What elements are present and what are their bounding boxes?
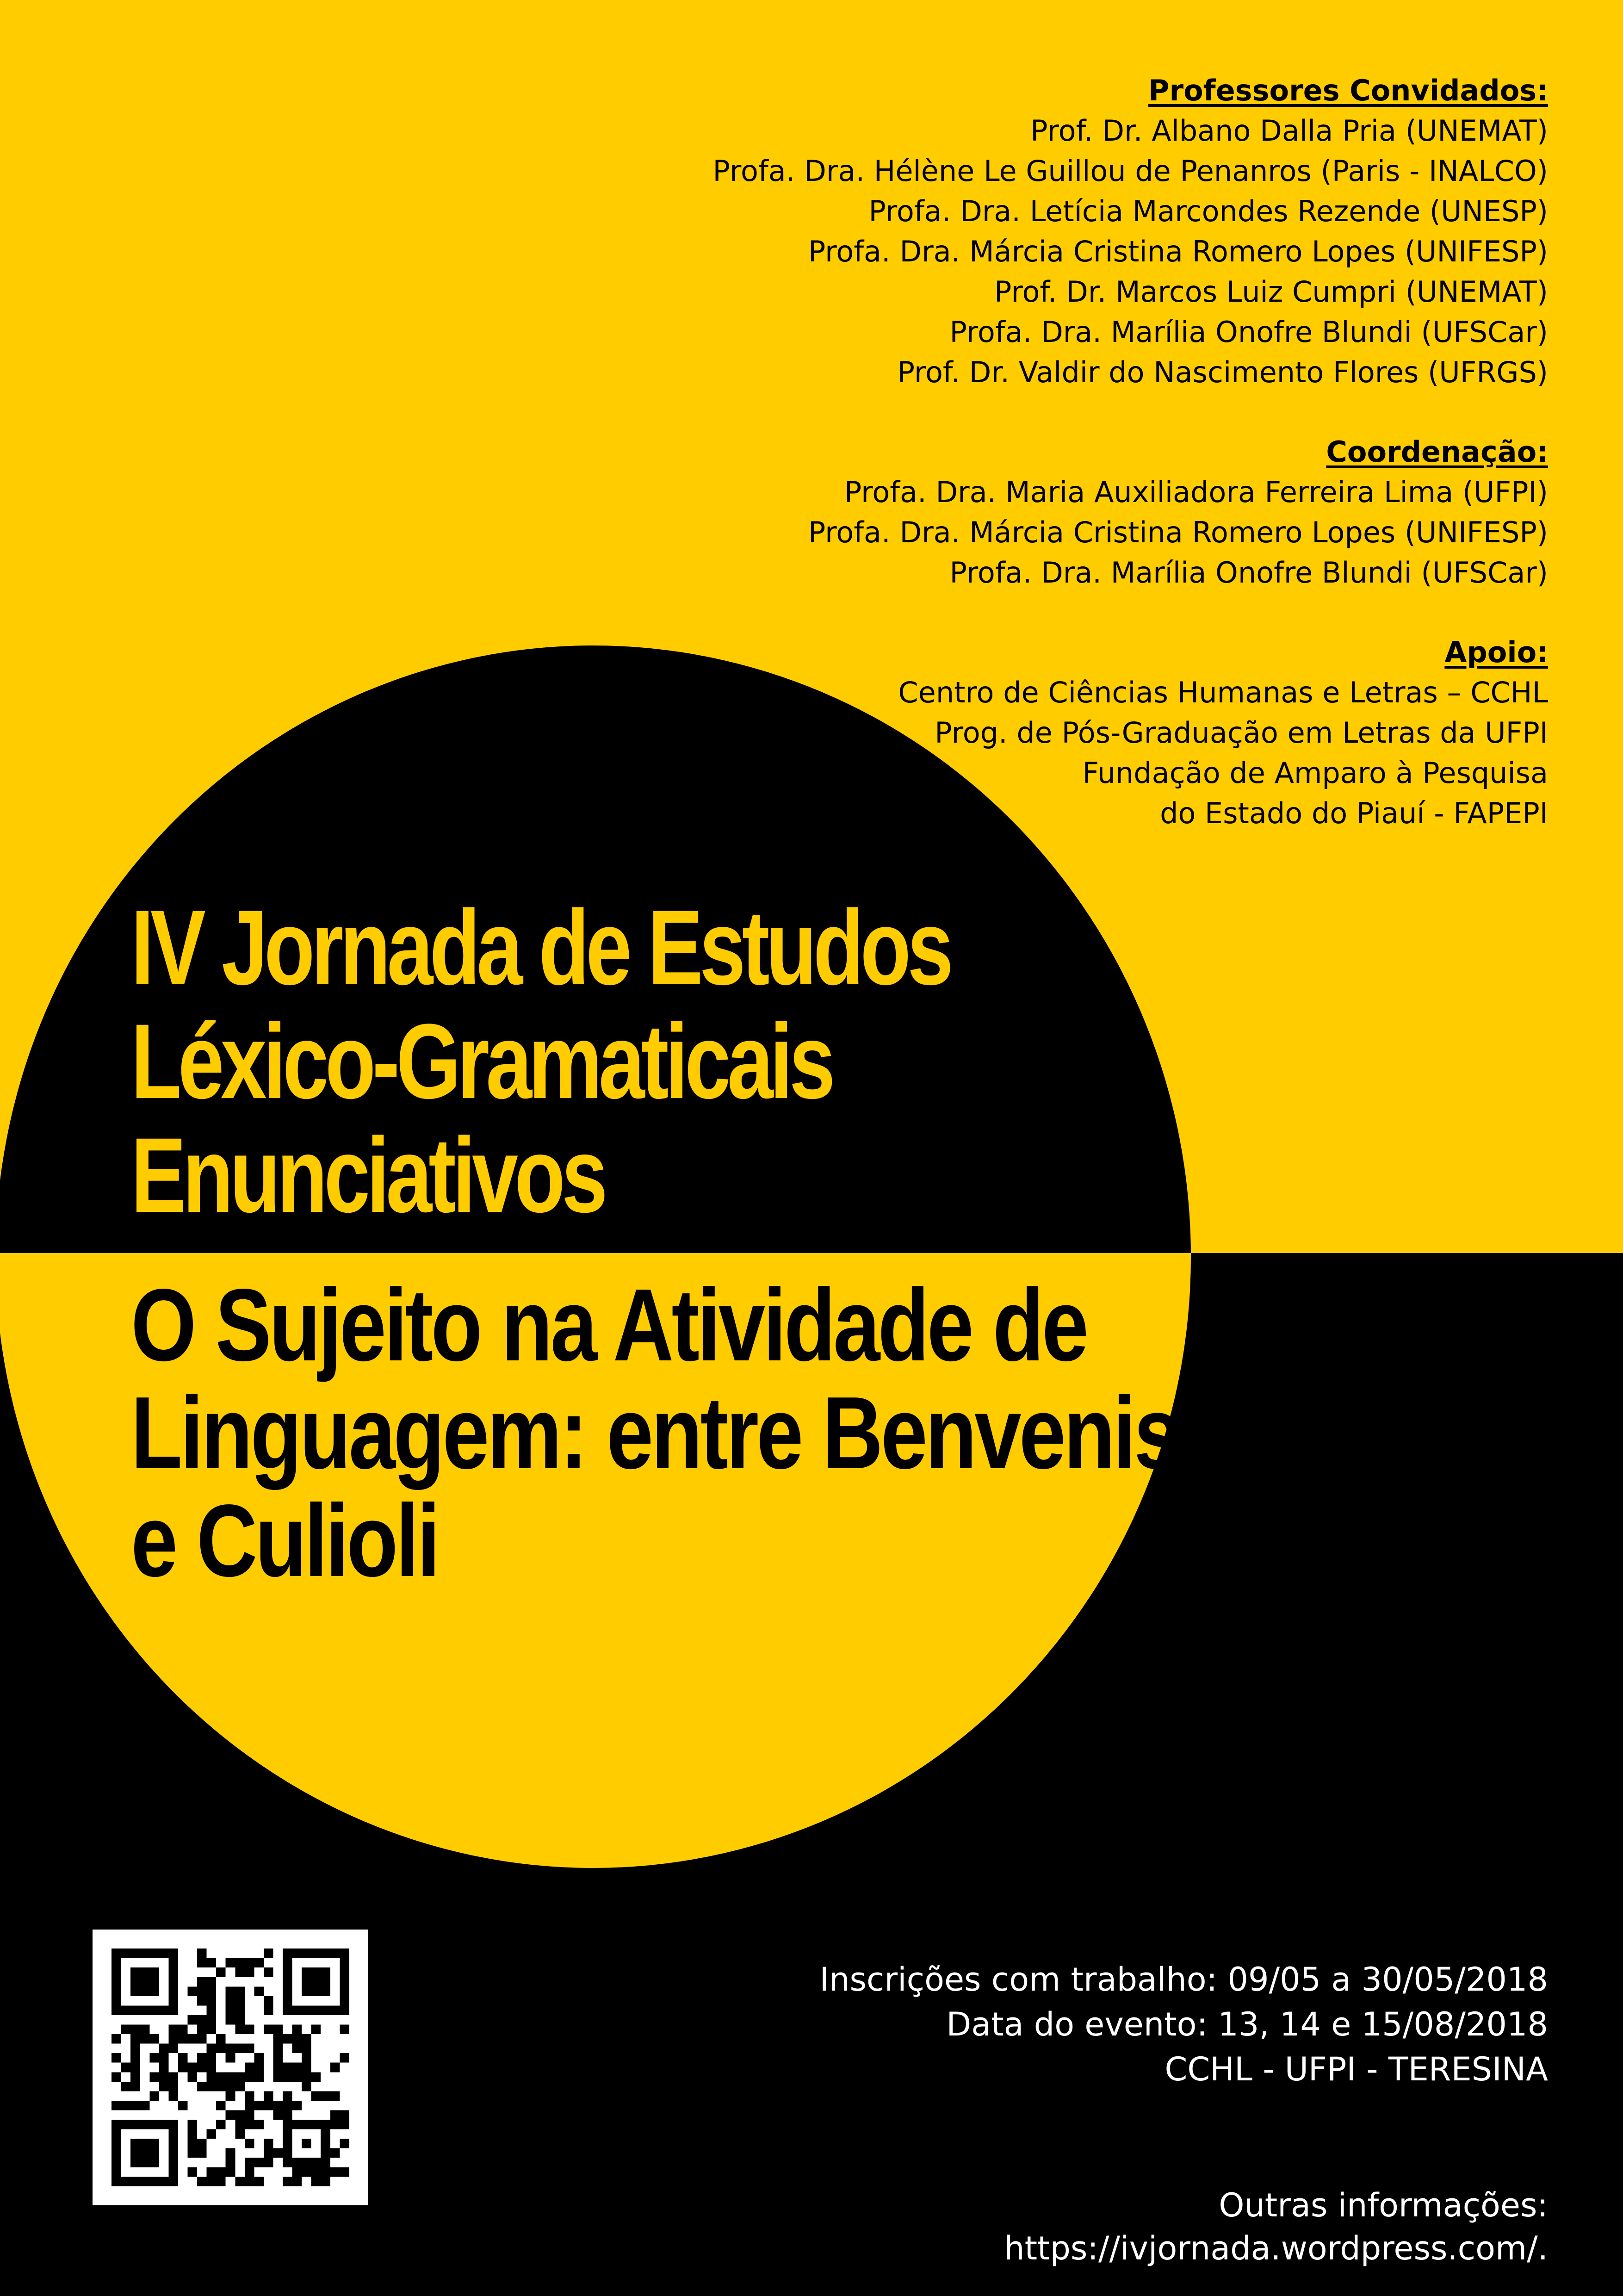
event-title <box>131 888 961 1235</box>
qr-module <box>178 2034 188 2044</box>
guest-name: Profa. Dra. Marília Onofre Blundi (UFSCar) <box>949 315 1548 349</box>
qr-module <box>130 2082 140 2091</box>
qr-module <box>121 2025 131 2035</box>
qr-module <box>197 2025 207 2035</box>
qr-module <box>283 2110 292 2120</box>
qr-module <box>226 2044 235 2054</box>
qr-module <box>197 2177 207 2186</box>
qr-module <box>235 2072 245 2082</box>
qr-module <box>159 2063 169 2073</box>
guest-name: Profa. Dra. Hélène Le Guillou de Penanros (Paris - INALCO) <box>712 154 1548 188</box>
qr-module <box>197 1996 207 2006</box>
qr-module <box>283 2177 292 2186</box>
qr-module <box>207 2082 217 2091</box>
qr-module <box>254 2072 264 2082</box>
qr-module <box>188 2167 198 2177</box>
qr-module <box>273 2053 283 2063</box>
qr-module <box>226 2091 235 2101</box>
qr-module <box>149 2072 159 2082</box>
coordination-heading: Coordenação: <box>1326 435 1548 469</box>
qr-module <box>168 2044 178 2054</box>
qr-finder-center <box>130 2139 159 2167</box>
qr-module <box>302 2072 311 2082</box>
qr-module <box>168 2091 178 2101</box>
qr-module <box>302 2167 311 2177</box>
qr-module <box>245 2177 254 2186</box>
qr-module <box>130 2044 140 2054</box>
qr-module <box>207 2167 217 2177</box>
qr-module <box>197 2063 207 2073</box>
qr-module <box>283 2063 292 2073</box>
qr-module <box>235 2005 245 2015</box>
qr-module <box>235 2110 245 2120</box>
qr-module <box>292 2177 302 2186</box>
qr-module <box>340 2120 349 2129</box>
qr-module <box>264 1996 273 2006</box>
qr-module <box>216 2082 226 2091</box>
qr-module <box>264 2091 273 2101</box>
qr-module <box>264 1967 273 1977</box>
qr-module <box>264 2148 273 2158</box>
qr-module <box>340 2110 349 2120</box>
qr-module <box>302 2063 311 2073</box>
guest-name: Profa. Dra. Márcia Cristina Romero Lopes (UNIFESP) <box>808 235 1548 268</box>
qr-module <box>140 2101 150 2110</box>
qr-module <box>112 2053 121 2063</box>
qr-module <box>273 2072 283 2082</box>
coordinator-name: Profa. Dra. Marília Onofre Blundi (UFSCar) <box>949 556 1548 590</box>
qr-module <box>216 2044 226 2054</box>
qr-module <box>149 2034 159 2044</box>
qr-module <box>207 2015 217 2025</box>
qr-module <box>321 2091 330 2101</box>
qr-module <box>226 2005 235 2015</box>
qr-module <box>311 2177 321 2186</box>
event-subtitle <box>131 1268 1269 1598</box>
qr-module <box>254 1958 264 1968</box>
qr-finder-center <box>130 1967 159 1996</box>
qr-module <box>235 1958 245 1968</box>
qr-module <box>112 2072 121 2082</box>
qr-module <box>226 2110 235 2120</box>
qr-module <box>140 2025 150 2035</box>
qr-module <box>197 1977 207 1987</box>
qr-module <box>245 2101 254 2110</box>
qr-module <box>311 2167 321 2177</box>
qr-module <box>197 1986 207 1996</box>
qr-module <box>302 2034 311 2044</box>
guest-name: Prof. Dr. Albano Dalla Pria (UNEMAT) <box>1030 114 1548 148</box>
qr-module <box>245 2063 254 2073</box>
qr-module <box>226 1986 235 1996</box>
title-line: Enunciativos <box>131 1116 604 1235</box>
support-line: Prog. de Pós-Graduação em Letras da UFPI <box>935 716 1548 750</box>
guest-name: Prof. Dr. Valdir do Nascimento Flores (UFRGS) <box>897 355 1548 389</box>
support-line: do Estado do Piauí - FAPEPI <box>1160 796 1548 830</box>
qr-module <box>140 2034 150 2044</box>
qr-module <box>283 2101 292 2110</box>
more-info-label: Outras informações: <box>1219 2186 1548 2224</box>
qr-module <box>168 2072 178 2082</box>
qr-module <box>311 2072 321 2082</box>
event-location: CCHL - UFPI - TERESINA <box>1165 2050 1548 2088</box>
qr-module <box>216 2177 226 2186</box>
qr-module <box>168 2025 178 2035</box>
qr-module <box>159 2044 169 2054</box>
qr-module <box>254 2158 264 2167</box>
qr-module <box>197 2148 207 2158</box>
qr-module <box>245 2110 254 2120</box>
coordinator-name: Profa. Dra. Márcia Cristina Romero Lopes (UNIFESP) <box>808 515 1548 549</box>
qr-module <box>245 2044 254 2054</box>
qr-code-icon[interactable] <box>93 1930 368 2205</box>
qr-module <box>340 2139 349 2148</box>
qr-module <box>178 2025 188 2035</box>
qr-module <box>264 2005 273 2015</box>
qr-module <box>149 2053 159 2063</box>
qr-module <box>245 1958 254 1968</box>
qr-module <box>207 2063 217 2073</box>
qr-module <box>188 2120 198 2129</box>
qr-module <box>245 2072 254 2082</box>
qr-module <box>340 2167 349 2177</box>
qr-module <box>311 2091 321 2101</box>
qr-module <box>292 2025 302 2035</box>
qr-module <box>207 2044 217 2054</box>
qr-module <box>254 2101 264 2110</box>
qr-module <box>340 2025 349 2035</box>
qr-module <box>292 2101 302 2110</box>
qr-module <box>245 1967 254 1977</box>
qr-module <box>207 2072 217 2082</box>
qr-module <box>130 2101 140 2110</box>
qr-module <box>292 2063 302 2073</box>
qr-module <box>207 2129 217 2139</box>
qr-module <box>235 2015 245 2025</box>
qr-module <box>254 2177 264 2186</box>
guest-name: Profa. Dra. Letícia Marcondes Rezende (UNESP) <box>868 194 1548 228</box>
qr-module <box>168 2034 178 2044</box>
qr-module <box>264 2139 273 2148</box>
qr-module <box>245 2167 254 2177</box>
qr-module <box>178 2101 188 2110</box>
qr-module <box>188 2129 198 2139</box>
guest-name: Prof. Dr. Marcos Luiz Cumpri (UNEMAT) <box>994 275 1548 309</box>
qr-module <box>197 1958 207 1968</box>
qr-module <box>178 2053 188 2063</box>
qr-module <box>235 2177 245 2186</box>
qr-module <box>330 2148 340 2158</box>
qr-module <box>207 1986 217 1996</box>
qr-module <box>235 1986 245 1996</box>
qr-module <box>235 2129 245 2139</box>
qr-module <box>254 1986 264 1996</box>
qr-module <box>292 2072 302 2082</box>
qr-module <box>264 1948 273 1958</box>
qr-module <box>273 2148 283 2158</box>
qr-module <box>321 2167 330 2177</box>
qr-module <box>321 2177 330 2186</box>
qr-module <box>226 2053 235 2063</box>
qr-module <box>121 2063 131 2073</box>
section-spacer <box>484 593 1548 632</box>
qr-module <box>302 2044 311 2054</box>
qr-module <box>245 2158 254 2167</box>
qr-module <box>197 2139 207 2148</box>
event-info <box>623 1957 1548 2092</box>
qr-module <box>245 2139 254 2148</box>
qr-module <box>302 2053 311 2063</box>
qr-module <box>197 2034 207 2044</box>
qr-module <box>130 2072 140 2082</box>
website-link[interactable]: https://ivjornada.wordpress.com/. <box>1004 2229 1548 2267</box>
qr-module <box>245 2091 254 2101</box>
qr-module <box>254 2063 264 2073</box>
qr-module <box>273 2025 283 2035</box>
qr-module <box>254 2120 264 2129</box>
support-line: Centro de Ciências Humanas e Letras – CCHL <box>898 676 1548 709</box>
qr-module <box>197 2053 207 2063</box>
qr-module <box>245 2025 254 2035</box>
qr-module <box>302 2082 311 2091</box>
qr-module <box>273 2034 283 2044</box>
subtitle-line: Linguagem: entre Benveniste <box>131 1376 1249 1490</box>
subtitle-line: O Sujeito na Atividade de <box>131 1268 1087 1383</box>
qr-module <box>264 2101 273 2110</box>
qr-module <box>330 2120 340 2129</box>
qr-module <box>264 2158 273 2167</box>
qr-module <box>273 2063 283 2073</box>
qr-module <box>216 1967 226 1977</box>
qr-module <box>207 1977 217 1987</box>
qr-module <box>188 2034 198 2044</box>
qr-module <box>188 2139 198 2148</box>
qr-module <box>235 2120 245 2129</box>
qr-module <box>216 2034 226 2044</box>
qr-module <box>207 2025 217 2035</box>
qr-module <box>292 2167 302 2177</box>
qr-module <box>226 2158 235 2167</box>
qr-module <box>159 2072 169 2082</box>
qr-module <box>130 2053 140 2063</box>
event-dates: Data do evento: 13, 14 e 15/08/2018 <box>946 2005 1548 2043</box>
qr-module <box>121 2101 131 2110</box>
qr-module <box>178 2063 188 2073</box>
qr-module <box>226 2082 235 2091</box>
qr-module <box>226 2072 235 2082</box>
qr-module <box>235 2025 245 2035</box>
qr-module <box>235 2044 245 2054</box>
qr-module <box>188 1986 198 1996</box>
support-heading: Apoio: <box>1444 635 1548 669</box>
qr-module <box>292 2044 302 2054</box>
qr-module <box>226 2167 235 2177</box>
qr-module <box>226 1958 235 1968</box>
guests-heading: Professores Convidados: <box>1148 74 1548 107</box>
qr-module <box>159 2053 169 2063</box>
qr-module <box>226 2148 235 2158</box>
subtitle-line: e Culioli <box>131 1483 438 1598</box>
coordinator-name: Profa. Dra. Maria Auxiliadora Ferreira Lima (UFPI) <box>844 475 1548 509</box>
qr-module <box>235 1967 245 1977</box>
qr-module <box>188 2148 198 2158</box>
qr-module <box>216 2101 226 2110</box>
qr-module <box>330 2091 340 2101</box>
qr-module <box>207 2177 217 2186</box>
qr-module <box>197 1948 207 1958</box>
title-line: Léxico-Gramaticais <box>131 1002 832 1121</box>
qr-module <box>207 1996 217 2006</box>
qr-module <box>311 2025 321 2035</box>
qr-module <box>273 2110 283 2120</box>
qr-module <box>168 2082 178 2091</box>
qr-module <box>149 2091 159 2101</box>
qr-module <box>292 2034 302 2044</box>
support-line: Fundação de Amparo à Pesquisa <box>1082 756 1548 790</box>
qr-module <box>226 2015 235 2025</box>
qr-module <box>226 1996 235 2006</box>
qr-module <box>188 2063 198 2073</box>
qr-module <box>207 1958 217 1968</box>
qr-module <box>245 2120 254 2129</box>
qr-module <box>216 2072 226 2082</box>
qr-module <box>330 2167 340 2177</box>
qr-module <box>283 2034 292 2044</box>
more-info <box>623 2184 1548 2270</box>
qr-module <box>197 2015 207 2025</box>
qr-module <box>130 2034 140 2044</box>
section-spacer <box>484 392 1548 432</box>
qr-module <box>340 2053 349 2063</box>
qr-module <box>207 2053 217 2063</box>
qr-module <box>235 2082 245 2091</box>
qr-module <box>264 2025 273 2035</box>
qr-module <box>283 2072 292 2082</box>
qr-module <box>235 1996 245 2006</box>
registration-dates: Inscrições com trabalho: 09/05 a 30/05/2018 <box>819 1961 1548 1998</box>
qr-module <box>216 2120 226 2129</box>
credits-block <box>484 70 1548 833</box>
qr-module <box>112 2101 121 2110</box>
qr-module <box>330 2063 340 2073</box>
qr-module <box>254 2053 264 2063</box>
qr-module <box>130 2025 140 2035</box>
title-line: IV Jornada de Estudos <box>131 888 950 1007</box>
qr-module <box>273 2101 283 2110</box>
qr-module <box>188 2015 198 2025</box>
qr-module <box>121 2082 131 2091</box>
qr-module <box>273 2044 283 2054</box>
qr-finder-center <box>302 1967 330 1996</box>
qr-module <box>159 2082 169 2091</box>
qr-module <box>112 2034 121 2044</box>
qr-module <box>330 2110 340 2120</box>
qr-module <box>283 2091 292 2101</box>
qr-module <box>207 2005 217 2015</box>
qr-module <box>216 2167 226 2177</box>
qr-alignment-center <box>302 2139 311 2148</box>
qr-module <box>197 2082 207 2091</box>
qr-module <box>188 2072 198 2082</box>
qr-module <box>130 2063 140 2073</box>
